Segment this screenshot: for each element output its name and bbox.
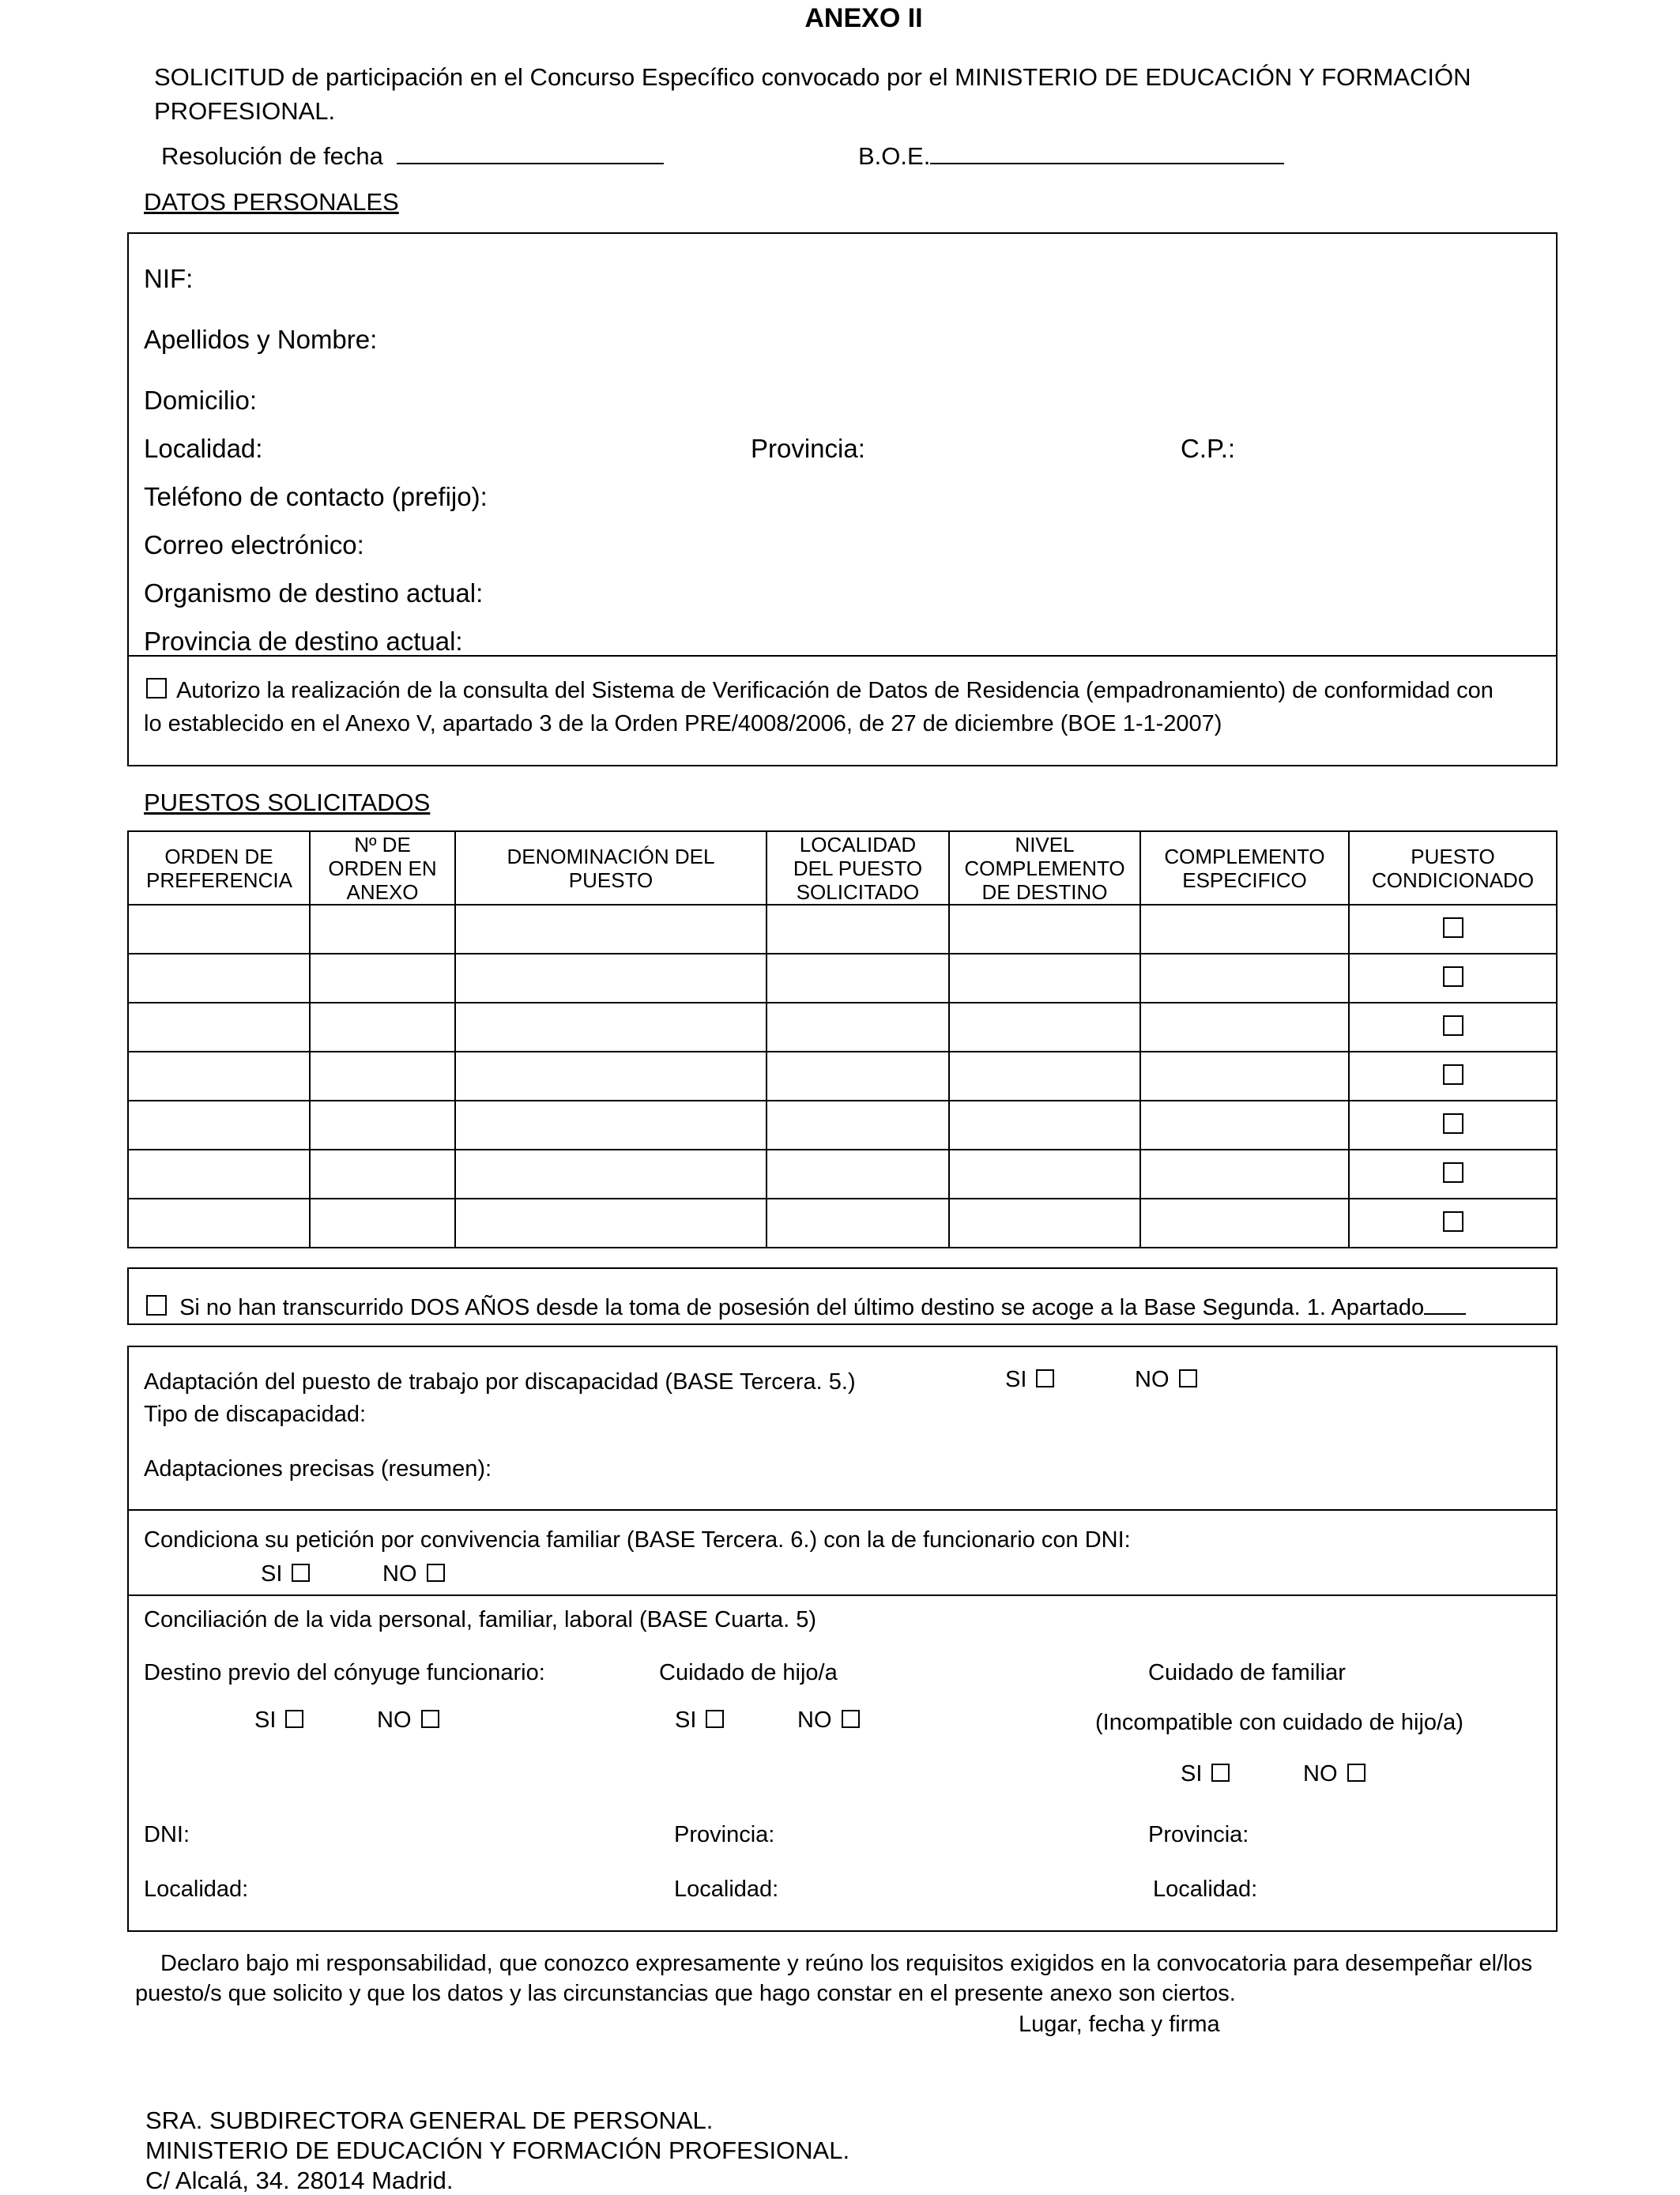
hijo-si-checkbox[interactable] [706, 1710, 724, 1728]
col-header-localidad: LOCALIDAD DEL PUESTO SOLICITADO [767, 831, 949, 905]
adaptaciones-label: Adaptaciones precisas (resumen): [144, 1456, 492, 1482]
conyuge-localidad-label: Localidad: [144, 1877, 249, 1902]
table-row [128, 905, 1557, 954]
provincia-destino-label: Provincia de destino actual: [144, 627, 463, 656]
convivencia-no-checkbox[interactable] [427, 1564, 445, 1582]
hijo-no-label: NO [797, 1707, 832, 1733]
hijo-si[interactable] [675, 1707, 724, 1734]
localidad-cell[interactable] [767, 1003, 949, 1052]
col-header-denominacion: DENOMINACIÓN DEL PUESTO [455, 831, 767, 905]
telefono-label: Teléfono de contacto (prefijo): [144, 482, 488, 511]
orden-cell[interactable] [128, 1003, 310, 1052]
convivencia-no[interactable] [382, 1561, 445, 1587]
table-row [128, 1052, 1557, 1101]
condicionado-checkbox[interactable] [1443, 1211, 1463, 1232]
boe-label: B.O.E. [858, 142, 931, 170]
conyuge-label: Destino previo del cónyuge funcionario: [144, 1660, 545, 1685]
autorizo-consulta [146, 678, 1494, 704]
tipo-discapacidad-label: Tipo de discapacidad: [144, 1402, 367, 1427]
numero-cell[interactable] [310, 1150, 455, 1199]
hijo-label: Cuidado de hijo/a [659, 1660, 838, 1685]
condicionado-checkbox[interactable] [1443, 1162, 1463, 1183]
localidad-cell[interactable] [767, 1150, 949, 1199]
condicionado-cell[interactable] [1349, 1199, 1557, 1248]
boe-line[interactable] [930, 139, 1284, 164]
localidad-cell[interactable] [767, 1199, 949, 1248]
convivencia-si-checkbox[interactable] [292, 1564, 310, 1582]
familiar-label: Cuidado de familiar [1148, 1660, 1346, 1685]
adaptacion-divider [127, 1509, 1558, 1511]
convivencia-divider [127, 1594, 1558, 1596]
col-header-complemento: COMPLEMENTO ESPECIFICO [1140, 831, 1349, 905]
condicionado-cell[interactable] [1349, 1101, 1557, 1150]
hijo-si-label: SI [675, 1707, 697, 1733]
orden-cell[interactable] [128, 1199, 310, 1248]
convivencia-si[interactable] [261, 1561, 310, 1587]
conyuge-no[interactable] [377, 1707, 439, 1734]
nivel-cell[interactable] [949, 1003, 1140, 1052]
condiciones-box [127, 1346, 1558, 1932]
page-title: ANEXO II [804, 3, 923, 33]
denominacion-cell[interactable] [455, 1003, 767, 1052]
numero-cell[interactable] [310, 905, 455, 954]
hijo-no[interactable] [797, 1707, 860, 1734]
numero-cell[interactable] [310, 1052, 455, 1101]
declaracion-line1: Declaro bajo mi responsabilidad, que conozco expresamente y reúno los requisitos exigidos en la convocatoria para desempeñar el/los [160, 1951, 1533, 1976]
complemento-cell[interactable] [1140, 1003, 1349, 1052]
puestos-heading: PUESTOS SOLICITADOS [144, 789, 431, 816]
condicionado-checkbox[interactable] [1443, 1064, 1463, 1085]
table-header-row [128, 831, 1557, 905]
numero-cell[interactable] [310, 1199, 455, 1248]
conyuge-si[interactable] [254, 1707, 303, 1734]
destinatario-line3: C/ Alcalá, 34. 28014 Madrid. [145, 2167, 454, 2194]
organismo-label: Organismo de destino actual: [144, 578, 484, 608]
nivel-cell[interactable] [949, 954, 1140, 1003]
puestos-table [127, 830, 1558, 1248]
nivel-cell[interactable] [949, 1199, 1140, 1248]
condicionado-checkbox[interactable] [1443, 1015, 1463, 1036]
familiar-no-checkbox[interactable] [1347, 1764, 1365, 1782]
denominacion-cell[interactable] [455, 1101, 767, 1150]
numero-cell[interactable] [310, 1101, 455, 1150]
table-row [128, 1150, 1557, 1199]
nivel-cell[interactable] [949, 905, 1140, 954]
adaptacion-si-checkbox[interactable] [1036, 1369, 1054, 1387]
nivel-cell[interactable] [949, 1052, 1140, 1101]
nivel-cell[interactable] [949, 1150, 1140, 1199]
complemento-cell[interactable] [1140, 1052, 1349, 1101]
familiar-si[interactable] [1181, 1761, 1230, 1787]
hijo-localidad-label: Localidad: [674, 1877, 779, 1902]
complemento-cell[interactable] [1140, 954, 1349, 1003]
provincia-label: Provincia: [751, 434, 865, 463]
condicionado-cell[interactable] [1349, 1003, 1557, 1052]
denominacion-cell[interactable] [455, 954, 767, 1003]
adaptacion-no-label: NO [1135, 1367, 1170, 1392]
adaptacion-si[interactable] [1005, 1367, 1054, 1393]
familiar-si-label: SI [1181, 1761, 1203, 1786]
destinatario-line1: SRA. SUBDIRECTORA GENERAL DE PERSONAL. [145, 2107, 714, 2134]
apartado-line[interactable] [1424, 1290, 1466, 1315]
orden-cell[interactable] [128, 905, 310, 954]
datos-personales-heading: DATOS PERSONALES [144, 188, 399, 216]
familiar-no[interactable] [1303, 1761, 1365, 1787]
condicionado-cell[interactable] [1349, 1052, 1557, 1101]
denominacion-cell[interactable] [455, 1199, 767, 1248]
denominacion-cell[interactable] [455, 1052, 767, 1101]
lugar-fecha-firma: Lugar, fecha y firma [1019, 2012, 1220, 2037]
localidad-cell[interactable] [767, 1052, 949, 1101]
conyuge-no-checkbox[interactable] [421, 1710, 439, 1728]
adaptacion-no[interactable] [1135, 1367, 1197, 1393]
table-row [128, 1101, 1557, 1150]
condicionado-cell[interactable] [1349, 954, 1557, 1003]
condicionado-cell[interactable] [1349, 1150, 1557, 1199]
denominacion-cell[interactable] [455, 905, 767, 954]
adaptacion-si-label: SI [1005, 1367, 1027, 1392]
orden-cell[interactable] [128, 1150, 310, 1199]
complemento-cell[interactable] [1140, 1150, 1349, 1199]
complemento-cell[interactable] [1140, 1101, 1349, 1150]
condicionado-checkbox[interactable] [1443, 1113, 1463, 1134]
cp-label: C.P.: [1181, 434, 1236, 463]
autorizo-text-line2: lo establecido en el Anexo V, apartado 3 de la Orden PRE/4008/2006, de 27 de diciembre (BOE 1-1-2007) [144, 711, 1222, 736]
hijo-no-checkbox[interactable] [842, 1710, 860, 1728]
table-row [128, 1003, 1557, 1052]
domicilio-label: Domicilio: [144, 386, 258, 415]
adaptacion-label: Adaptación del puesto de trabajo por discapacidad (BASE Tercera. 5.) [144, 1369, 856, 1395]
localidad-label: Localidad: [144, 434, 263, 463]
incompatible-note: (Incompatible con cuidado de hijo/a) [1095, 1710, 1463, 1735]
familiar-provincia-label: Provincia: [1148, 1822, 1249, 1847]
correo-label: Correo electrónico: [144, 530, 364, 559]
familiar-no-label: NO [1303, 1761, 1338, 1786]
convivencia-label: Condiciona su petición por convivencia familiar (BASE Tercera. 6.) con la de funcionario con DNI: [144, 1527, 1131, 1553]
denominacion-cell[interactable] [455, 1150, 767, 1199]
numero-cell[interactable] [310, 1003, 455, 1052]
table-row [128, 954, 1557, 1003]
resolucion-fecha-line[interactable] [397, 139, 664, 164]
solicitud-text: SOLICITUD de participación en el Concurso Específico convocado por el MINISTERIO DE EDUCACIÓN Y FORMACIÓN PROFESIONAL. [154, 63, 1471, 125]
familiar-localidad-label: Localidad: [1153, 1877, 1258, 1902]
familiar-si-checkbox[interactable] [1211, 1764, 1230, 1782]
numero-cell[interactable] [310, 954, 455, 1003]
conyuge-si-checkbox[interactable] [285, 1710, 303, 1728]
complemento-cell[interactable] [1140, 1199, 1349, 1248]
destinatario-line2: MINISTERIO DE EDUCACIÓN Y FORMACIÓN PROFESIONAL. [145, 2137, 850, 2164]
hijo-provincia-label: Provincia: [674, 1822, 775, 1847]
col-header-orden-preferencia: ORDEN DE PREFERENCIA [128, 831, 310, 905]
conyuge-no-label: NO [377, 1707, 412, 1733]
localidad-cell[interactable] [767, 954, 949, 1003]
orden-cell[interactable] [128, 954, 310, 1003]
condicionado-cell[interactable] [1349, 905, 1557, 954]
complemento-cell[interactable] [1140, 905, 1349, 954]
convivencia-no-label: NO [382, 1561, 417, 1587]
declaracion-line2: puesto/s que solicito y que los datos y las circunstancias que hago constar en el presente anexo son ciertos. [135, 1981, 1236, 2006]
condicionado-checkbox[interactable] [1443, 917, 1463, 938]
table-row [128, 1199, 1557, 1248]
nivel-cell[interactable] [949, 1101, 1140, 1150]
adaptacion-no-checkbox[interactable] [1179, 1369, 1197, 1387]
localidad-cell[interactable] [767, 1101, 949, 1150]
dos-anos-row [146, 1290, 1466, 1321]
nif-label: NIF: [144, 264, 194, 293]
boe-field[interactable] [858, 139, 1284, 171]
col-header-condicionado: PUESTO CONDICIONADO [1349, 831, 1557, 905]
conyuge-dni-label: DNI: [144, 1822, 190, 1847]
col-header-numero-orden: Nº DE ORDEN EN ANEXO [310, 831, 455, 905]
conciliacion-title: Conciliación de la vida personal, familiar, laboral (BASE Cuarta. 5) [144, 1607, 817, 1632]
convivencia-si-label: SI [261, 1561, 283, 1587]
localidad-cell[interactable] [767, 905, 949, 954]
autorizo-checkbox[interactable] [146, 678, 167, 698]
dos-anos-checkbox[interactable] [146, 1295, 167, 1316]
apellidos-label: Apellidos y Nombre: [144, 325, 378, 354]
col-header-nivel: NIVEL COMPLEMENTO DE DESTINO [949, 831, 1140, 905]
conyuge-si-label: SI [254, 1707, 277, 1733]
dos-anos-text: Si no han transcurrido DOS AÑOS desde la toma de posesión del último destino se acoge a la Base Segunda. 1. Apartado [179, 1295, 1425, 1320]
resolucion-label: Resolución de fecha [161, 142, 383, 170]
resolucion-fecha-field[interactable] [161, 139, 664, 171]
orden-cell[interactable] [128, 1052, 310, 1101]
orden-cell[interactable] [128, 1101, 310, 1150]
condicionado-checkbox[interactable] [1443, 966, 1463, 987]
autorizo-text-line1: Autorizo la realización de la consulta del Sistema de Verificación de Datos de Residencia (empadronamiento) de conformidad con [176, 678, 1494, 703]
